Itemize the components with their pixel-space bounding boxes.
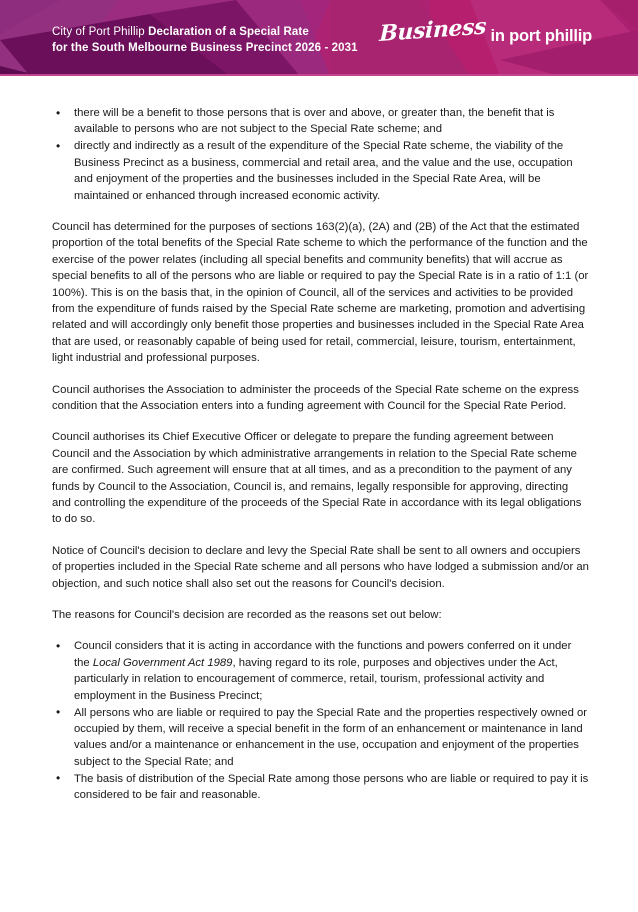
paragraph-determined: Council has determined for the purposes of sections 163(2)(a), (2A) and (2B) of the Act that the estimated proportion of the total benefits of the Special Rate scheme to which the performance of the function and the exercise of the power relates (including all special benefits and community benefits) that will accrue as special benefits to all of the persons who are liable or required to pay the Special Rate is in a ratio of 1:1 (or 100%). This is on the basis that, in the opinion of Council, all of the services and activities to be provided from the expenditure of funds raised by the Special Rate scheme are marketing, promotion and advertising related and will accordingly only benefit those properties and businesses included in the Special Rate Area that are used, or reasonably capable of being used for retail, commercial, leisure, tourism, entertainment, light industrial and professional purposes. <box>52 220 589 365</box>
business-in-port-phillip-logo <box>378 13 592 48</box>
reason-text-part1: Council considers that it is acting in accordance with the functions and powers conferred on it under the <box>74 640 572 669</box>
document-page <box>0 76 638 804</box>
banner-bottom-strip <box>0 74 638 76</box>
banner-doc-title-2: for the South Melbourne Business Precinct 2026 - 2031 <box>52 41 358 54</box>
banner-org-name: City of Port Phillip <box>52 26 145 38</box>
logo-rest-words: in port phillip <box>490 27 592 45</box>
paragraph-reasons-intro: The reasons for Council's decision are recorded as the reasons set out below: <box>52 609 442 622</box>
reason-text-part2: , having regard to its role, purposes and objectives under the Act, particularly in relation to encouragement of commerce, retail, tourism, professional activity and employment in the Business Precinct; <box>74 656 558 702</box>
list-item: • directly and indirectly as a result of the expenditure of the Special Rate scheme, the viability of the Business Precinct as a business, commercial and retail area, and the value and the use, occupation and enjoyment of the properties and the businesses included in the Special Rate Area, will be maintained or enhanced through increased economic activity. <box>52 138 590 204</box>
page-header-banner <box>0 0 638 76</box>
banner-title-line1 <box>52 25 358 41</box>
list-item <box>52 771 590 804</box>
list-item <box>52 705 590 771</box>
list-item: • there will be a benefit to those persons that is over and above, or greater than, the benefit that is available to persons who are not subject to the Special Rate scheme; and <box>52 105 590 138</box>
reason-bullet-list <box>52 638 590 803</box>
document-body <box>52 76 590 804</box>
banner-doc-title-1: Declaration of a Special Rate <box>148 26 309 38</box>
logo-script-word: Business <box>378 13 487 48</box>
banner-title <box>52 25 358 56</box>
paragraph-authorises-ceo: Council authorises its Chief Executive Officer or delegate to prepare the funding agreement between Council and the Association by which administrative arrangements in relation to the Special Rate scheme are confirmed. Such agreement will ensure that at all times, and as a precondition to the payment of any funds by Council to the Association, Council is, and remains, legally responsible for approving, directing and controlling the expenditure of the proceeds of the Special Rate in accordance with its legal obligations to do so. <box>52 431 582 526</box>
act-citation: Local Government Act 1989 <box>92 656 233 669</box>
top-bullet-list <box>52 105 590 204</box>
reason-text-part1: The basis of distribution of the Special Rate among those persons who are liable or required to pay it is considered to be fair and reasonable. <box>74 772 589 802</box>
reason-text-part1: All persons who are liable or required to pay the Special Rate and the properties respectively owned or occupied by them, will receive a special benefit in the form of an enhancement or maintenance in land values and/or a maintenance or enhancement in the use, occupation and enjoyment of the properties subject to the Special Rate; and <box>74 706 588 768</box>
paragraph-authorises-association: Council authorises the Association to administer the proceeds of the Special Rate scheme on the express condition that the Association enters into a funding agreement with Council for the Special Rate Period. <box>52 383 579 412</box>
list-item <box>52 638 590 704</box>
paragraph-notice: Notice of Council's decision to declare and levy the Special Rate shall be sent to all owners and occupiers of properties included in the Special Rate scheme and all persons who have lodged a submission and/or an objection, and such notice shall also set out the reasons for Council's decision. <box>52 544 589 590</box>
banner-title-line2 <box>52 41 358 57</box>
